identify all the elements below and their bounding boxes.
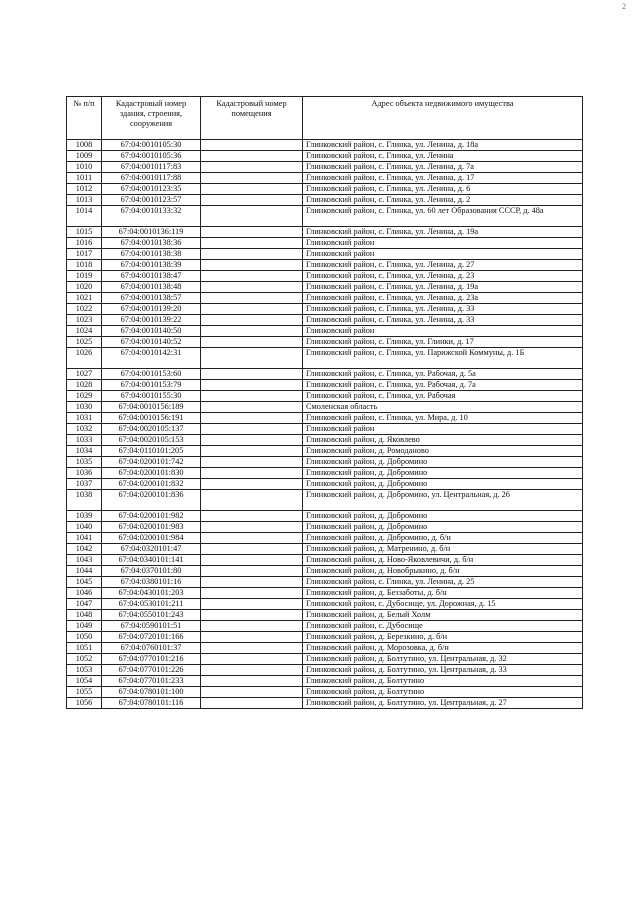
row-number-cell: 1016 bbox=[67, 238, 102, 249]
room-cadastral-cell bbox=[201, 391, 303, 402]
building-cadastral-cell: 67:04:0200101:836 bbox=[102, 490, 201, 511]
row-number-cell: 1017 bbox=[67, 249, 102, 260]
room-cadastral-cell bbox=[201, 162, 303, 173]
row-number-cell: 1041 bbox=[67, 533, 102, 544]
address-cell: Глинковский район, с. Глинка, ул. Ленина, д. 7а bbox=[303, 162, 583, 173]
room-cadastral-cell bbox=[201, 315, 303, 326]
row-number-cell: 1021 bbox=[67, 293, 102, 304]
address-cell: Глинковский район, с. Глинка, ул. Ленина, д. 19а bbox=[303, 282, 583, 293]
address-cell: Глинковский район, д. Березкино, д. б/н bbox=[303, 632, 583, 643]
room-cadastral-cell bbox=[201, 687, 303, 698]
table-row bbox=[67, 698, 583, 709]
address-cell: Глинковский район, с. Глинка, ул. Ленина, д. 23 bbox=[303, 271, 583, 282]
row-number-cell: 1022 bbox=[67, 304, 102, 315]
row-number-cell: 1011 bbox=[67, 173, 102, 184]
address-cell: Глинковский район, с. Дубосище bbox=[303, 621, 583, 632]
room-cadastral-cell bbox=[201, 402, 303, 413]
room-cadastral-cell bbox=[201, 654, 303, 665]
room-cadastral-cell bbox=[201, 566, 303, 577]
table-row bbox=[67, 249, 583, 260]
building-cadastral-cell: 67:04:0010136:119 bbox=[102, 227, 201, 238]
row-number-cell: 1040 bbox=[67, 522, 102, 533]
room-cadastral-cell bbox=[201, 348, 303, 369]
row-number-cell: 1039 bbox=[67, 511, 102, 522]
address-cell: Глинковский район bbox=[303, 238, 583, 249]
table-row bbox=[67, 304, 583, 315]
table-row bbox=[67, 380, 583, 391]
room-cadastral-cell bbox=[201, 271, 303, 282]
room-cadastral-cell bbox=[201, 665, 303, 676]
building-cadastral-cell: 67:04:0010105:36 bbox=[102, 151, 201, 162]
room-cadastral-cell bbox=[201, 304, 303, 315]
building-cadastral-cell: 67:04:0010138:39 bbox=[102, 260, 201, 271]
table-row bbox=[67, 337, 583, 348]
room-cadastral-cell bbox=[201, 249, 303, 260]
table-row bbox=[67, 184, 583, 195]
building-cadastral-cell: 67:04:0780101:116 bbox=[102, 698, 201, 709]
row-number-cell: 1010 bbox=[67, 162, 102, 173]
property-register-table bbox=[66, 96, 583, 709]
building-cadastral-cell: 67:04:0200101:983 bbox=[102, 522, 201, 533]
table-body bbox=[67, 140, 583, 709]
row-number-cell: 1035 bbox=[67, 457, 102, 468]
header-address: Адрес объекта недвижимого имущества bbox=[303, 97, 583, 140]
building-cadastral-cell: 67:04:0760101:37 bbox=[102, 643, 201, 654]
address-cell: Глинковский район, с. Глинка, ул. Ленина, д. 25 bbox=[303, 577, 583, 588]
building-cadastral-cell: 67:04:0320101:47 bbox=[102, 544, 201, 555]
building-cadastral-cell: 67:04:0010133:32 bbox=[102, 206, 201, 227]
address-cell: Глинковский район, с. Дубосище, ул. Дорожная, д. 15 bbox=[303, 599, 583, 610]
address-cell: Глинковский район, с. Глинка, ул. Ленина bbox=[303, 151, 583, 162]
row-number-cell: 1052 bbox=[67, 654, 102, 665]
room-cadastral-cell bbox=[201, 632, 303, 643]
building-cadastral-cell: 67:04:0010138:47 bbox=[102, 271, 201, 282]
building-cadastral-cell: 67:04:0200101:830 bbox=[102, 468, 201, 479]
address-cell: Глинковский район, д. Болтутино bbox=[303, 687, 583, 698]
address-cell: Глинковский район, с. Глинка, ул. Ленина, д. 33 bbox=[303, 315, 583, 326]
address-cell: Глинковский район, д. Болтутино, ул. Центральная, д. 33 bbox=[303, 665, 583, 676]
building-cadastral-cell: 67:04:0010123:57 bbox=[102, 195, 201, 206]
table-row bbox=[67, 238, 583, 249]
table-row bbox=[67, 599, 583, 610]
row-number-cell: 1013 bbox=[67, 195, 102, 206]
address-cell: Глинковский район, с. Глинка, ул. Глинки, д. 17 bbox=[303, 337, 583, 348]
room-cadastral-cell bbox=[201, 577, 303, 588]
address-cell: Глинковский район, д. Добромино bbox=[303, 457, 583, 468]
room-cadastral-cell bbox=[201, 479, 303, 490]
room-cadastral-cell bbox=[201, 380, 303, 391]
table-row bbox=[67, 402, 583, 413]
row-number-cell: 1012 bbox=[67, 184, 102, 195]
address-cell: Глинковский район, д. Добромино, д. б/н bbox=[303, 533, 583, 544]
table-row bbox=[67, 577, 583, 588]
row-number-cell: 1008 bbox=[67, 140, 102, 151]
address-cell: Глинковский район, с. Глинка, ул. Рабочая, д. 5а bbox=[303, 369, 583, 380]
room-cadastral-cell bbox=[201, 206, 303, 227]
room-cadastral-cell bbox=[201, 227, 303, 238]
room-cadastral-cell bbox=[201, 173, 303, 184]
building-cadastral-cell: 67:04:0770101:226 bbox=[102, 665, 201, 676]
building-cadastral-cell: 67:04:0200101:984 bbox=[102, 533, 201, 544]
row-number-cell: 1027 bbox=[67, 369, 102, 380]
table-row bbox=[67, 369, 583, 380]
building-cadastral-cell: 67:04:0720101:166 bbox=[102, 632, 201, 643]
table-row bbox=[67, 271, 583, 282]
table-row bbox=[67, 391, 583, 402]
room-cadastral-cell bbox=[201, 293, 303, 304]
address-cell: Глинковский район, д. Ромоданово bbox=[303, 446, 583, 457]
table-row bbox=[67, 173, 583, 184]
row-number-cell: 1031 bbox=[67, 413, 102, 424]
table-row bbox=[67, 555, 583, 566]
header-room-cadastral: Кадастровый номер помещения bbox=[201, 97, 303, 140]
row-number-cell: 1018 bbox=[67, 260, 102, 271]
row-number-cell: 1053 bbox=[67, 665, 102, 676]
address-cell: Глинковский район, с. Глинка, ул. Парижской Коммуны, д. 1Б bbox=[303, 348, 583, 369]
address-cell: Глинковский район, с. Глинка, ул. Рабочая, д. 7а bbox=[303, 380, 583, 391]
building-cadastral-cell: 67:04:0010142:31 bbox=[102, 348, 201, 369]
building-cadastral-cell: 67:04:0780101:100 bbox=[102, 687, 201, 698]
table-row bbox=[67, 687, 583, 698]
building-cadastral-cell: 67:04:0010117:83 bbox=[102, 162, 201, 173]
building-cadastral-cell: 67:04:0010156:191 bbox=[102, 413, 201, 424]
table-row bbox=[67, 533, 583, 544]
room-cadastral-cell bbox=[201, 676, 303, 687]
table-row bbox=[67, 632, 583, 643]
room-cadastral-cell bbox=[201, 588, 303, 599]
address-cell: Глинковский район, с. Глинка, ул. Ленина, д. 17 bbox=[303, 173, 583, 184]
header-building-cadastral: Кадастровый номер здания, строения, сооружения bbox=[102, 97, 201, 140]
table-row bbox=[67, 479, 583, 490]
row-number-cell: 1024 bbox=[67, 326, 102, 337]
row-number-cell: 1043 bbox=[67, 555, 102, 566]
address-cell: Глинковский район, с. Глинка, ул. Ленина, д. 27 bbox=[303, 260, 583, 271]
address-cell: Глинковский район, с. Глинка, ул. Ленина, д. 2 bbox=[303, 195, 583, 206]
table-row bbox=[67, 588, 583, 599]
address-cell: Глинковский район, д. Болтутино, ул. Центральная, д. 27 bbox=[303, 698, 583, 709]
row-number-cell: 1019 bbox=[67, 271, 102, 282]
room-cadastral-cell bbox=[201, 522, 303, 533]
address-cell: Глинковский район, д. Добромино bbox=[303, 511, 583, 522]
address-cell: Глинковский район, с. Глинка, ул. Ленина, д. 33 bbox=[303, 304, 583, 315]
table-row bbox=[67, 676, 583, 687]
row-number-cell: 1044 bbox=[67, 566, 102, 577]
building-cadastral-cell: 67:04:0200101:982 bbox=[102, 511, 201, 522]
building-cadastral-cell: 67:04:0370101:80 bbox=[102, 566, 201, 577]
room-cadastral-cell bbox=[201, 511, 303, 522]
address-cell: Глинковский район, д. Добромино, ул. Центральная, д. 26 bbox=[303, 490, 583, 511]
table-row bbox=[67, 665, 583, 676]
address-cell: Глинковский район, д. Беззаботы, д. б/н bbox=[303, 588, 583, 599]
room-cadastral-cell bbox=[201, 490, 303, 511]
address-cell: Глинковский район, с. Глинка, ул. Ленина, д. 18а bbox=[303, 140, 583, 151]
row-number-cell: 1055 bbox=[67, 687, 102, 698]
address-cell: Смоленская область bbox=[303, 402, 583, 413]
row-number-cell: 1029 bbox=[67, 391, 102, 402]
building-cadastral-cell: 67:04:0200101:832 bbox=[102, 479, 201, 490]
room-cadastral-cell bbox=[201, 468, 303, 479]
row-number-cell: 1032 bbox=[67, 424, 102, 435]
row-number-cell: 1014 bbox=[67, 206, 102, 227]
address-cell: Глинковский район, д. Болтутино, ул. Центральная, д. 32 bbox=[303, 654, 583, 665]
building-cadastral-cell: 67:04:0010155:30 bbox=[102, 391, 201, 402]
address-cell: Глинковский район, д. Морозовка, д. б/н bbox=[303, 643, 583, 654]
address-cell: Глинковский район bbox=[303, 424, 583, 435]
table-header-row bbox=[67, 97, 583, 140]
address-cell: Глинковский район bbox=[303, 326, 583, 337]
building-cadastral-cell: 67:04:0010105:30 bbox=[102, 140, 201, 151]
row-number-cell: 1049 bbox=[67, 621, 102, 632]
room-cadastral-cell bbox=[201, 599, 303, 610]
row-number-cell: 1056 bbox=[67, 698, 102, 709]
room-cadastral-cell bbox=[201, 260, 303, 271]
building-cadastral-cell: 67:04:0020105:153 bbox=[102, 435, 201, 446]
room-cadastral-cell bbox=[201, 413, 303, 424]
row-number-cell: 1050 bbox=[67, 632, 102, 643]
table-row bbox=[67, 544, 583, 555]
header-number: № п/п bbox=[67, 97, 102, 140]
building-cadastral-cell: 67:04:0010138:36 bbox=[102, 238, 201, 249]
room-cadastral-cell bbox=[201, 533, 303, 544]
address-cell: Глинковский район, д. Матренино, д. б/н bbox=[303, 544, 583, 555]
building-cadastral-cell: 67:04:0010140:52 bbox=[102, 337, 201, 348]
address-cell: Глинковский район, д. Ново-Яковлевичи, д. б/н bbox=[303, 555, 583, 566]
table-row bbox=[67, 348, 583, 369]
table-row bbox=[67, 566, 583, 577]
building-cadastral-cell: 67:04:0770101:233 bbox=[102, 676, 201, 687]
room-cadastral-cell bbox=[201, 238, 303, 249]
table-row bbox=[67, 140, 583, 151]
table-row bbox=[67, 654, 583, 665]
room-cadastral-cell bbox=[201, 337, 303, 348]
building-cadastral-cell: 67:04:0010139:22 bbox=[102, 315, 201, 326]
building-cadastral-cell: 67:04:0010153:79 bbox=[102, 380, 201, 391]
row-number-cell: 1038 bbox=[67, 490, 102, 511]
table-row bbox=[67, 260, 583, 271]
row-number-cell: 1033 bbox=[67, 435, 102, 446]
building-cadastral-cell: 67:04:0010117:88 bbox=[102, 173, 201, 184]
room-cadastral-cell bbox=[201, 555, 303, 566]
table-row bbox=[67, 227, 583, 238]
building-cadastral-cell: 67:04:0770101:216 bbox=[102, 654, 201, 665]
table-row bbox=[67, 195, 583, 206]
room-cadastral-cell bbox=[201, 610, 303, 621]
row-number-cell: 1047 bbox=[67, 599, 102, 610]
room-cadastral-cell bbox=[201, 151, 303, 162]
row-number-cell: 1036 bbox=[67, 468, 102, 479]
room-cadastral-cell bbox=[201, 326, 303, 337]
room-cadastral-cell bbox=[201, 544, 303, 555]
address-cell: Глинковский район, д. Болтутино bbox=[303, 676, 583, 687]
table-row bbox=[67, 162, 583, 173]
address-cell: Глинковский район, д. Добромино bbox=[303, 522, 583, 533]
building-cadastral-cell: 67:04:0010156:189 bbox=[102, 402, 201, 413]
table-row bbox=[67, 293, 583, 304]
building-cadastral-cell: 67:04:0010140:50 bbox=[102, 326, 201, 337]
building-cadastral-cell: 67:04:0010138:38 bbox=[102, 249, 201, 260]
table-row bbox=[67, 435, 583, 446]
table-row bbox=[67, 457, 583, 468]
address-cell: Глинковский район, д. Белый Холм bbox=[303, 610, 583, 621]
building-cadastral-cell: 67:04:0340101:141 bbox=[102, 555, 201, 566]
room-cadastral-cell bbox=[201, 424, 303, 435]
address-cell: Глинковский район, с. Глинка, ул. Рабочая bbox=[303, 391, 583, 402]
row-number-cell: 1025 bbox=[67, 337, 102, 348]
room-cadastral-cell bbox=[201, 184, 303, 195]
row-number-cell: 1042 bbox=[67, 544, 102, 555]
page-corner-mark: 2 bbox=[622, 2, 626, 11]
table-row bbox=[67, 206, 583, 227]
table-row bbox=[67, 315, 583, 326]
building-cadastral-cell: 67:04:0110101:205 bbox=[102, 446, 201, 457]
row-number-cell: 1054 bbox=[67, 676, 102, 687]
room-cadastral-cell bbox=[201, 435, 303, 446]
room-cadastral-cell bbox=[201, 643, 303, 654]
table-row bbox=[67, 511, 583, 522]
table-row bbox=[67, 468, 583, 479]
room-cadastral-cell bbox=[201, 140, 303, 151]
table-row bbox=[67, 643, 583, 654]
row-number-cell: 1045 bbox=[67, 577, 102, 588]
row-number-cell: 1030 bbox=[67, 402, 102, 413]
address-cell: Глинковский район, с. Глинка, ул. 60 лет Образования СССР, д. 48а bbox=[303, 206, 583, 227]
address-cell: Глинковский район, д. Новобрыкино, д. б/н bbox=[303, 566, 583, 577]
row-number-cell: 1046 bbox=[67, 588, 102, 599]
row-number-cell: 1015 bbox=[67, 227, 102, 238]
building-cadastral-cell: 67:04:0430101:203 bbox=[102, 588, 201, 599]
address-cell: Глинковский район, с. Глинка, ул. Ленина, д. 23а bbox=[303, 293, 583, 304]
table-row bbox=[67, 282, 583, 293]
building-cadastral-cell: 67:04:0550101:243 bbox=[102, 610, 201, 621]
building-cadastral-cell: 67:04:0010138:48 bbox=[102, 282, 201, 293]
row-number-cell: 1037 bbox=[67, 479, 102, 490]
table-row bbox=[67, 621, 583, 632]
table-row bbox=[67, 413, 583, 424]
table-row bbox=[67, 151, 583, 162]
building-cadastral-cell: 67:04:0590101:51 bbox=[102, 621, 201, 632]
address-cell: Глинковский район, д. Яковлево bbox=[303, 435, 583, 446]
row-number-cell: 1020 bbox=[67, 282, 102, 293]
building-cadastral-cell: 67:04:0010123:35 bbox=[102, 184, 201, 195]
building-cadastral-cell: 67:04:0020105:137 bbox=[102, 424, 201, 435]
address-cell: Глинковский район, с. Глинка, ул. Ленина, д. 6 bbox=[303, 184, 583, 195]
row-number-cell: 1009 bbox=[67, 151, 102, 162]
room-cadastral-cell bbox=[201, 369, 303, 380]
room-cadastral-cell bbox=[201, 446, 303, 457]
row-number-cell: 1051 bbox=[67, 643, 102, 654]
row-number-cell: 1034 bbox=[67, 446, 102, 457]
table-row bbox=[67, 490, 583, 511]
row-number-cell: 1048 bbox=[67, 610, 102, 621]
room-cadastral-cell bbox=[201, 195, 303, 206]
table-row bbox=[67, 610, 583, 621]
building-cadastral-cell: 67:04:0200101:742 bbox=[102, 457, 201, 468]
building-cadastral-cell: 67:04:0010153:60 bbox=[102, 369, 201, 380]
row-number-cell: 1028 bbox=[67, 380, 102, 391]
table-row bbox=[67, 326, 583, 337]
building-cadastral-cell: 67:04:0380101:16 bbox=[102, 577, 201, 588]
address-cell: Глинковский район, д. Добромино bbox=[303, 468, 583, 479]
table-row bbox=[67, 446, 583, 457]
building-cadastral-cell: 67:04:0530101:211 bbox=[102, 599, 201, 610]
building-cadastral-cell: 67:04:0010138:57 bbox=[102, 293, 201, 304]
address-cell: Глинковский район, с. Глинка, ул. Мира, д. 10 bbox=[303, 413, 583, 424]
room-cadastral-cell bbox=[201, 621, 303, 632]
address-cell: Глинковский район bbox=[303, 249, 583, 260]
address-cell: Глинковский район, с. Глинка, ул. Ленина, д. 19а bbox=[303, 227, 583, 238]
row-number-cell: 1023 bbox=[67, 315, 102, 326]
address-cell: Глинковский район, д. Добромино bbox=[303, 479, 583, 490]
row-number-cell: 1026 bbox=[67, 348, 102, 369]
room-cadastral-cell bbox=[201, 457, 303, 468]
building-cadastral-cell: 67:04:0010139:20 bbox=[102, 304, 201, 315]
room-cadastral-cell bbox=[201, 282, 303, 293]
room-cadastral-cell bbox=[201, 698, 303, 709]
table-row bbox=[67, 424, 583, 435]
table-row bbox=[67, 522, 583, 533]
